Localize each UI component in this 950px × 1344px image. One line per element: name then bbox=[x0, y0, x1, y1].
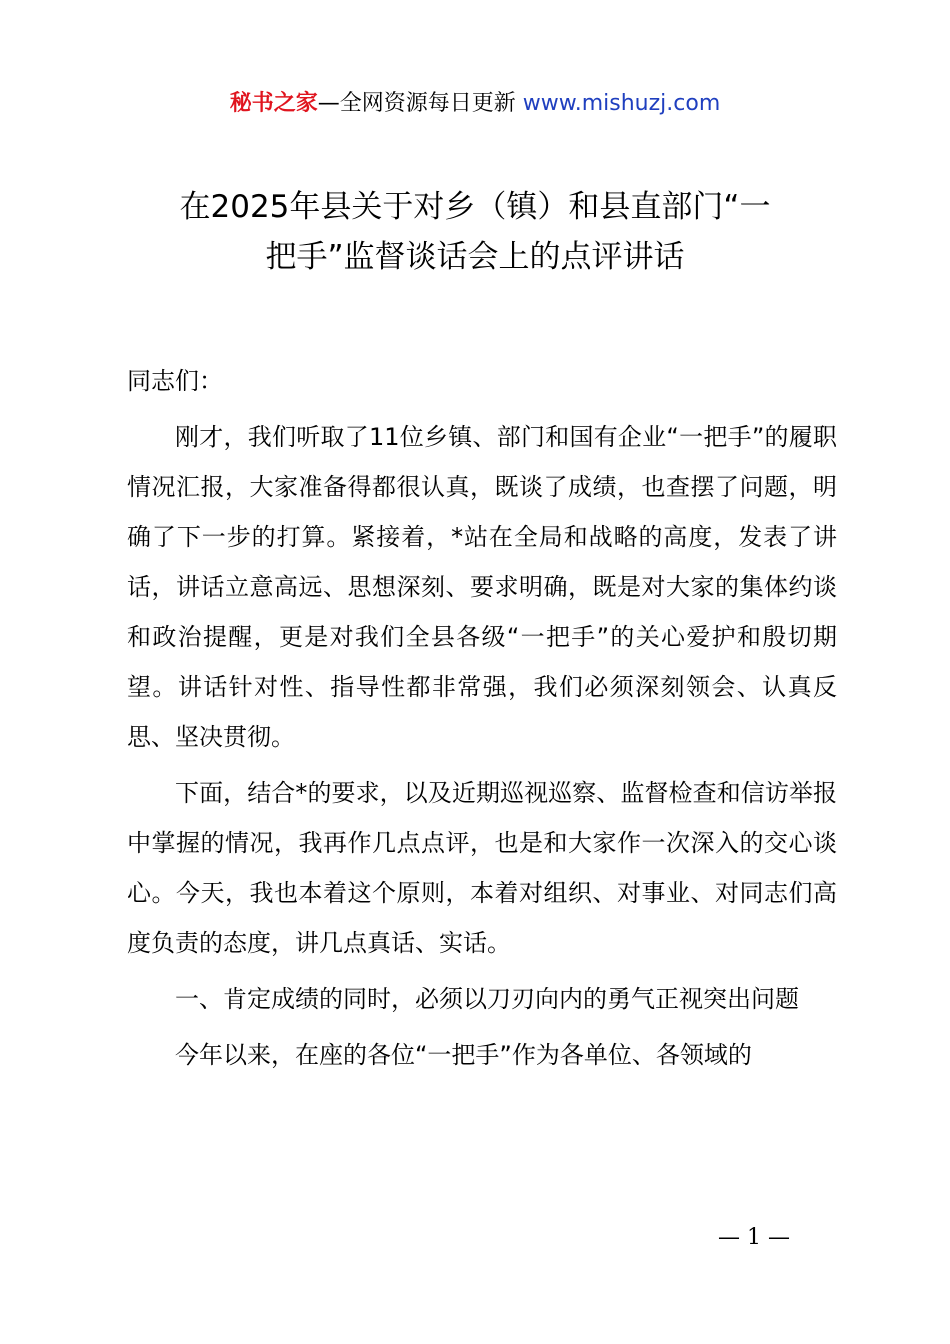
paragraph-3: 今年以来，在座的各位“一把手”作为各单位、各领域的 bbox=[175, 1041, 752, 1069]
title-line-1: 在2025年县关于对乡（镇）和县直部门“一 bbox=[179, 189, 771, 225]
brand-name: 秘书之家 bbox=[229, 91, 318, 116]
page-number: — 1 — bbox=[718, 1225, 790, 1250]
title-line-2: 把手”监督谈话会上的点评讲话 bbox=[265, 239, 685, 275]
site-url-link[interactable]: www.mishuzj.com bbox=[515, 91, 721, 116]
header-tagline: —全网资源每日更新 bbox=[317, 91, 516, 116]
paragraph-2: 下面，结合*的要求，以及近期巡视巡察、监督检查和信访举报中掌握的情况，我再作几点点评，也是和大家作一次深入的交心谈心。今天，我也本着这个原则，本着对组织、对事业、对同志们高度负责的态度，讲几点真话、实话。 bbox=[127, 779, 837, 957]
paragraph-1: 刚才，我们听取了11位乡镇、部门和国有企业“一把手”的履职情况汇报，大家准备得都很认真，既谈了成绩，也查摆了问题，明确了下一步的打算。紧接着，*站在全局和战略的高度，发表了讲话，讲话立意高远、思想深刻、要求明确，既是对大家的集体约谈和政治提醒，更是对我们全县各级“一把手”的关心爱护和殷切期望。讲话针对性、指导性都非常强，我们必须深刻领会、认真反思、坚决贯彻。 bbox=[127, 423, 837, 751]
document-body bbox=[127, 356, 837, 1086]
document-title bbox=[100, 182, 850, 282]
greeting: 同志们： bbox=[127, 367, 223, 395]
site-header bbox=[0, 88, 950, 120]
section-heading-1: 一、肯定成绩的同时，必须以刀刃向内的勇气正视突出问题 bbox=[175, 985, 799, 1013]
